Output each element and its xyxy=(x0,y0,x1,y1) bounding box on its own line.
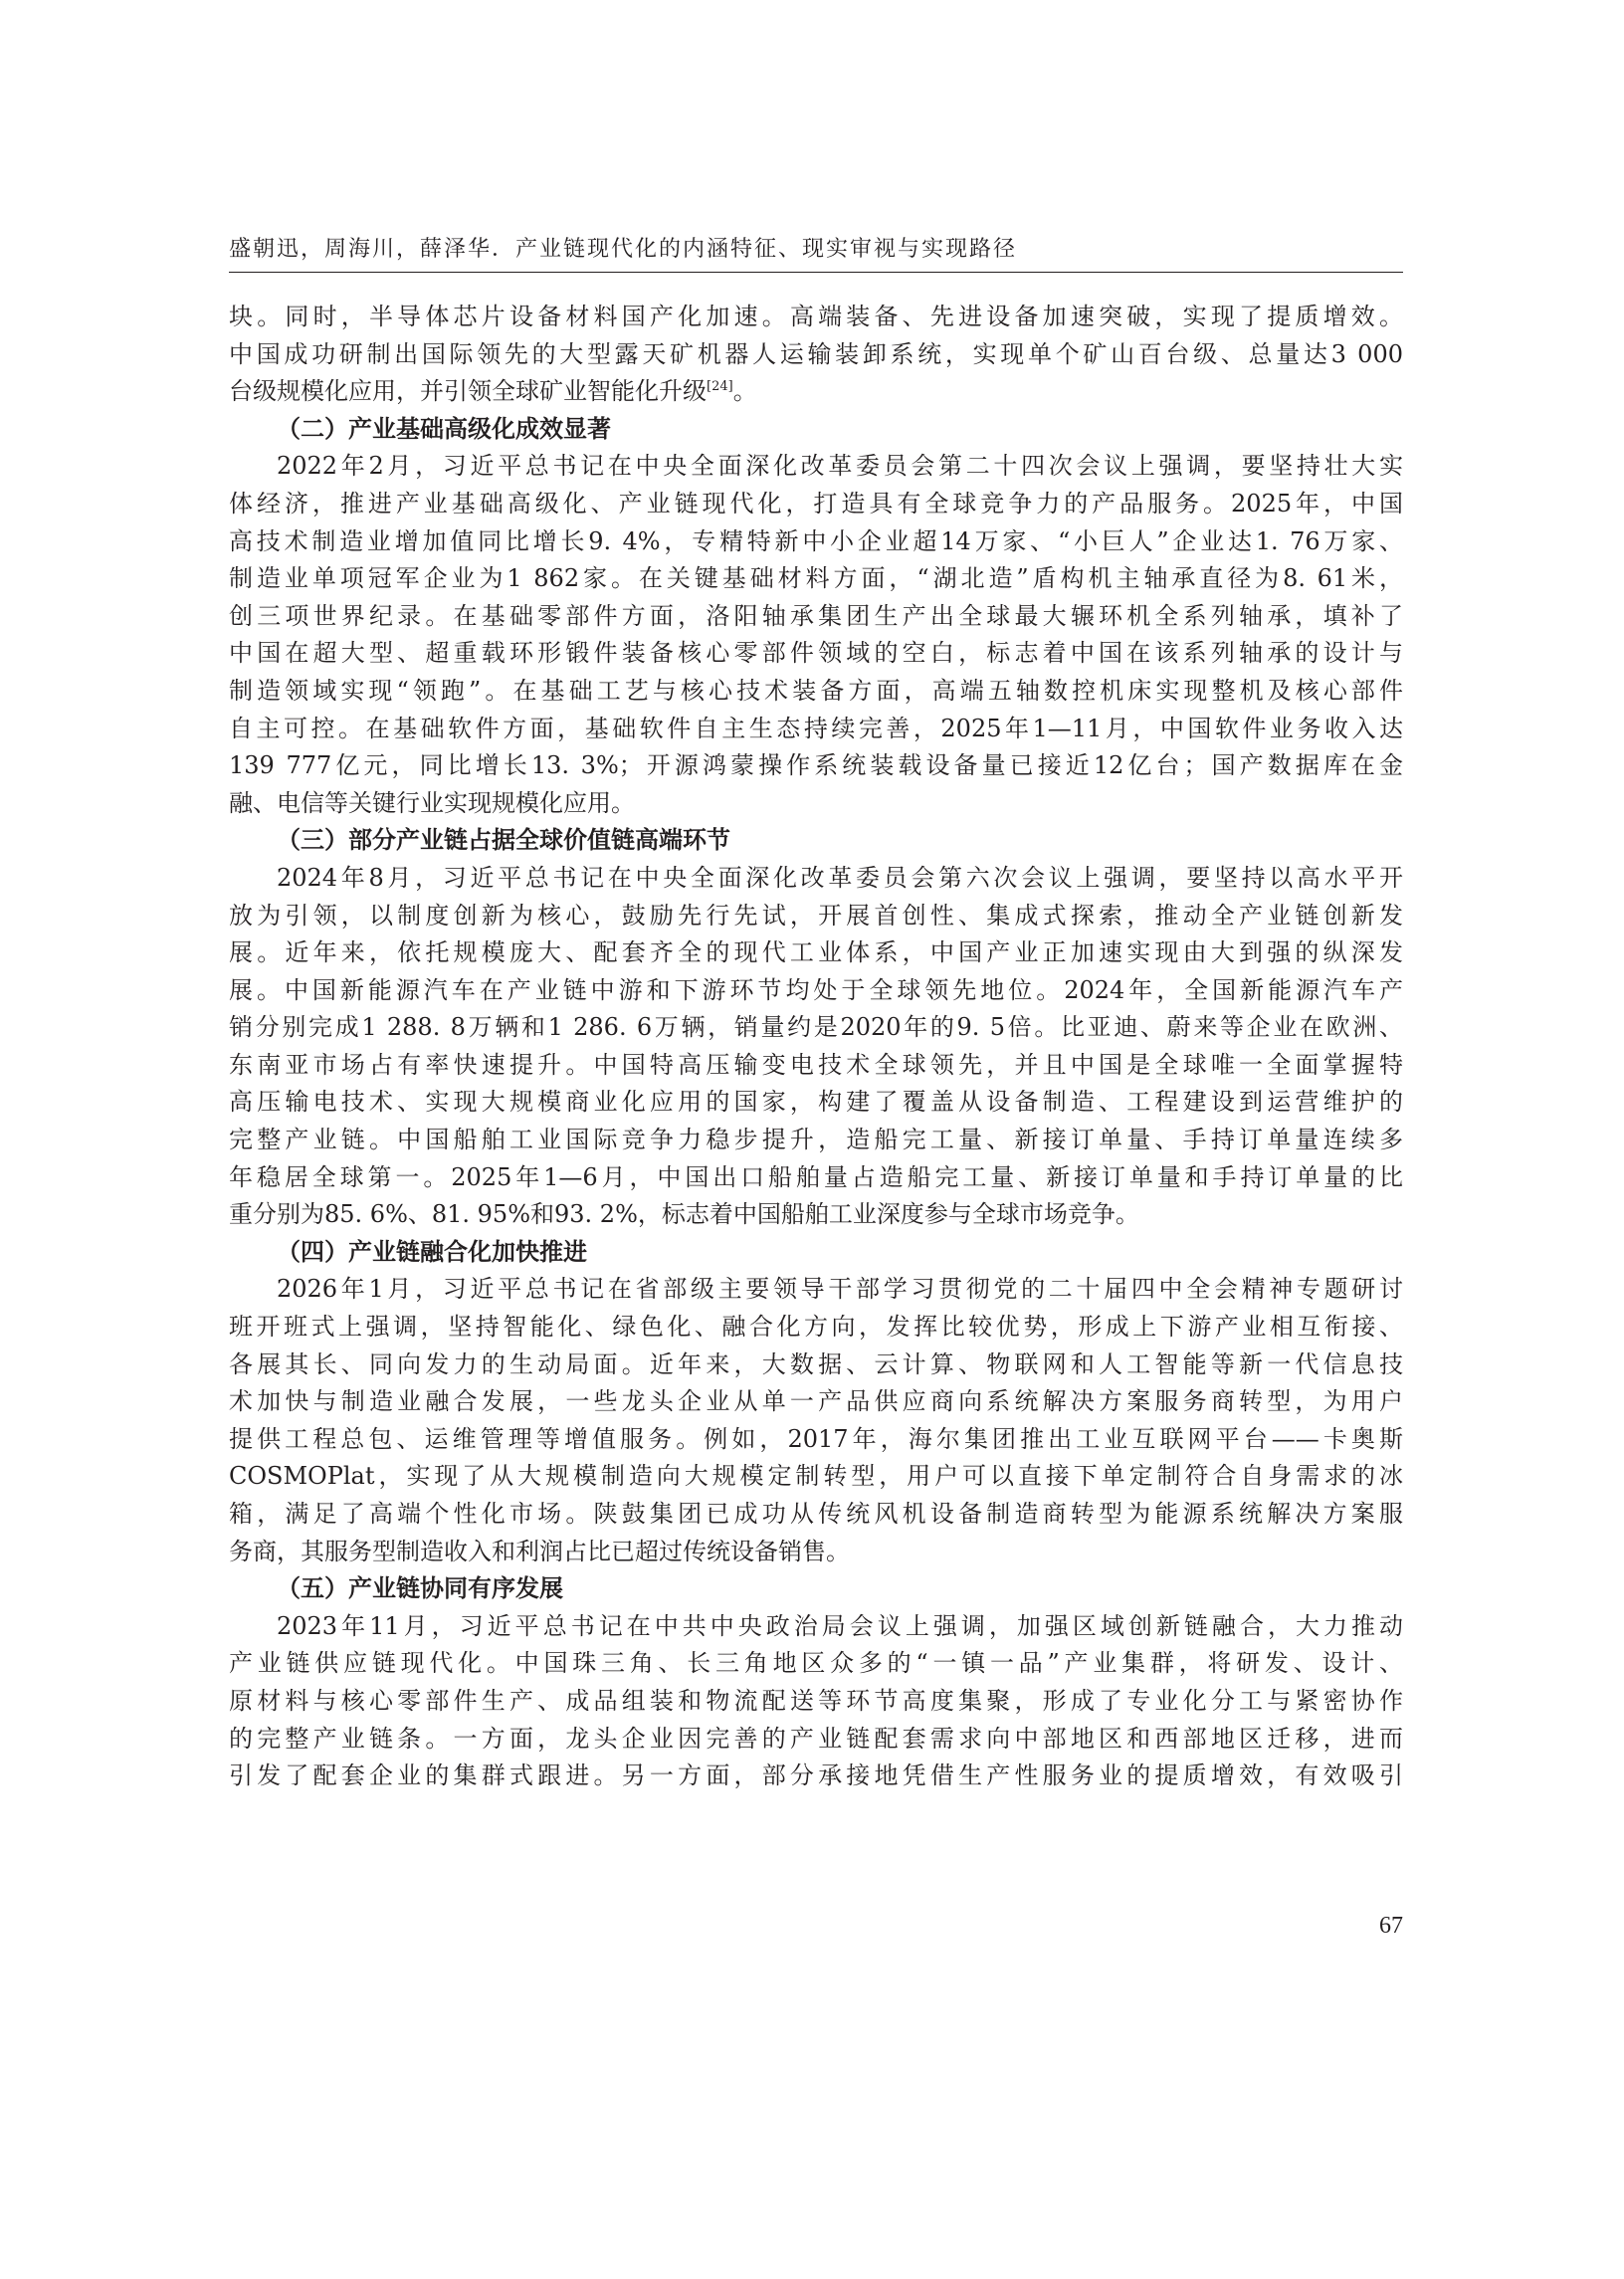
section-4 xyxy=(229,1234,1403,1570)
text-line: 创三项世界纪录。在基础零部件方面，洛阳轴承集团生产出全球最大辗环机全系列轴承，填补了 xyxy=(229,601,1403,630)
text-line: 展。中国新能源汽车在产业链中游和下游环节均处于全球领先地位。2024年，全国新能源汽车产 xyxy=(229,975,1403,1004)
text-line: 中国成功研制出国际领先的大型露天矿机器人运输装卸系统，实现单个矿山百台级、总量达3 000 xyxy=(229,339,1403,368)
text-line: 重分别为85. 6%、81. 95%和93. 2%，标志着中国船舶工业深度参与全球市场竞争。 xyxy=(229,1200,1139,1229)
text-line: 展。近年来，依托规模庞大、配套齐全的现代工业体系，中国产业正加速实现由大到强的纵深发 xyxy=(229,938,1403,967)
text-line: 2023年11月，习近平总书记在中共中央政治局会议上强调，加强区域创新链融合，大力推动 xyxy=(277,1611,1403,1640)
text-line: 制造领域实现“领跑”。在基础工艺与核心技术装备方面，高端五轴数控机床实现整机及核心部件 xyxy=(229,676,1403,705)
section-3 xyxy=(229,822,1403,1234)
text-line: 年稳居全球第一。2025年1—6月，中国出口船舶量占造船完工量、新接订单量和手持订单量的比 xyxy=(229,1162,1403,1191)
text-line: 引发了配套企业的集群式跟进。另一方面，部分承接地凭借生产性服务业的提质增效，有效吸引 xyxy=(229,1761,1403,1790)
text-line: 高压输电技术、实现大规模商业化应用的国家，构建了覆盖从设备制造、工程建设到运营维护的 xyxy=(229,1088,1403,1117)
text-line: 班开班式上强调，坚持智能化、绿色化、融合化方向，发挥比较优势，形成上下游产业相互衔接、 xyxy=(229,1313,1403,1342)
text-line: 务商，其服务型制造收入和利润占比已超过传统设备销售。 xyxy=(229,1537,850,1565)
running-header: 盛朝迅，周海川，薛泽华．产业链现代化的内涵特征、现实审视与实现路径 xyxy=(229,237,1018,262)
text-line: 东南亚市场占有率快速提升。中国特高压输变电技术全球领先，并且中国是全球唯一全面掌握特 xyxy=(229,1050,1403,1079)
text-line: 提供工程总包、运维管理等增值服务。例如，2017年，海尔集团推出工业互联网平台——卡奥斯 xyxy=(229,1424,1403,1453)
text-line: 体经济，推进产业基础高级化、产业链现代化，打造具有全球竞争力的产品服务。2025年，中国 xyxy=(229,489,1403,518)
section-2 xyxy=(229,411,1403,823)
text-line: 139 777亿元，同比增长13. 3%；开源鸿蒙操作系统装载设备量已接近12亿台；国产数据库在金 xyxy=(229,751,1403,780)
text-line: 的完整产业链条。一方面，龙头企业因完善的产业链配套需求向中部地区和西部地区迁移，进而 xyxy=(229,1724,1403,1753)
article-body xyxy=(229,299,1403,1795)
page-number: 67 xyxy=(1379,1913,1403,1939)
section-heading: （四）产业链融合化加快推进 xyxy=(277,1237,587,1266)
section-heading: （三）部分产业链占据全球价值链高端环节 xyxy=(277,826,730,855)
section-5 xyxy=(229,1570,1403,1795)
text-line: 术加快与制造业融合发展，一些龙头企业从单一产品供应商向系统解决方案服务商转型，为用户 xyxy=(229,1387,1403,1416)
text-segment: 。 xyxy=(732,377,757,406)
text-line: 中国在超大型、超重载环形锻件装备核心零部件领域的空白，标志着中国在该系列轴承的设计与 xyxy=(229,639,1403,668)
text-line: 2026年1月，习近平总书记在省部级主要领导干部学习贯彻党的二十届四中全会精神专题研讨 xyxy=(277,1275,1403,1304)
text-line: 放为引领，以制度创新为核心，鼓励先行先试，开展首创性、集成式探索，推动全产业链创新发 xyxy=(229,901,1403,930)
header-rule xyxy=(229,272,1403,273)
text-line: 高技术制造业增加值同比增长9. 4%，专精特新中小企业超14万家、“小巨人”企业达1. 76万家、 xyxy=(229,526,1403,555)
text-line: 箱，满足了高端个性化市场。陕鼓集团已成功从传统风机设备制造商转型为能源系统解决方案服 xyxy=(229,1500,1403,1528)
text-segment: 台级规模化应用，并引领全球矿业智能化升级 xyxy=(229,377,707,406)
citation-marker: [24] xyxy=(707,379,733,395)
text-line: 融、电信等关键行业实现规模化应用。 xyxy=(229,788,635,817)
text-line: 块。同时，半导体芯片设备材料国产化加速。高端装备、先进设备加速突破，实现了提质增效。 xyxy=(229,303,1403,330)
text-line: 产业链供应链现代化。中国珠三角、长三角地区众多的“一镇一品”产业集群，将研发、设计、 xyxy=(229,1649,1403,1678)
text-line: 销分别完成1 288. 8万辆和1 286. 6万辆，销量约是2020年的9. 5倍。比亚迪、蔚来等企业在欧洲、 xyxy=(229,1013,1403,1042)
text-line: 制造业单项冠军企业为1 862家。在关键基础材料方面，“湖北造”盾构机主轴承直径为8. 61米， xyxy=(229,564,1403,593)
text-line: 自主可控。在基础软件方面，基础软件自主生态持续完善，2025年1—11月，中国软件业务收入达 xyxy=(229,714,1403,742)
text-line: 各展其长、同向发力的生动局面。近年来，大数据、云计算、物联网和人工智能等新一代信息技 xyxy=(229,1349,1403,1378)
text-line: COSMOPlat，实现了从大规模制造向大规模定制转型，用户可以直接下单定制符合自身需求的冰 xyxy=(229,1462,1403,1491)
text-line xyxy=(229,373,1403,411)
section-heading: （五）产业链协同有序发展 xyxy=(277,1574,563,1603)
text-line: 2022年2月，习近平总书记在中央全面深化改革委员会第二十四次会议上强调，要坚持壮大实 xyxy=(277,452,1403,481)
text-line: 完整产业链。中国船舶工业国际竞争力稳步提升，造船完工量、新接订单量、手持订单量连续多 xyxy=(229,1126,1403,1154)
continuation-paragraph xyxy=(229,299,1403,411)
text-line: 原材料与核心零部件生产、成品组装和物流配送等环节高度集聚，形成了专业化分工与紧密协作 xyxy=(229,1686,1403,1715)
text-line: 2024年8月，习近平总书记在中央全面深化改革委员会第六次会议上强调，要坚持以高水平开 xyxy=(277,863,1403,892)
section-heading: （二）产业基础高级化成效显著 xyxy=(277,414,611,443)
